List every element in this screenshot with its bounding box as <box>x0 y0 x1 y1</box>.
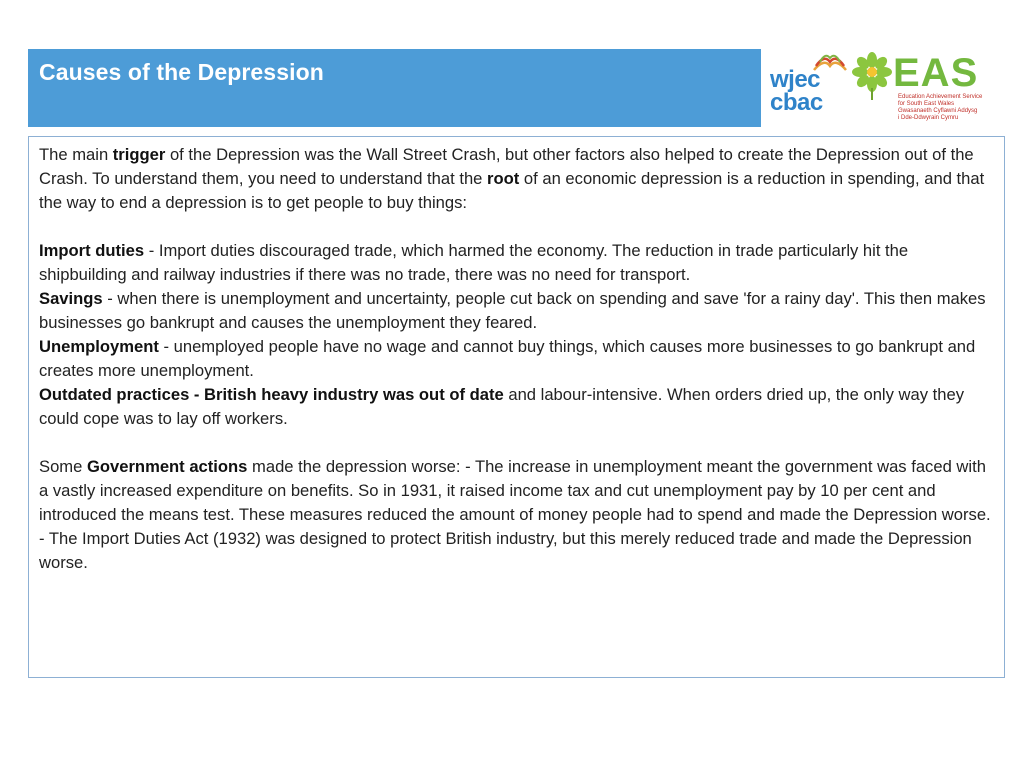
book-icon <box>810 50 850 74</box>
text-run: made the depression worse: - The increase in unemployment meant the government was faced with a vastly increased expenditure on benefits. So in 1931, it raised income tax and cut unemployment pay by 10 per cent and introduced the means test. These measures reduced the amount of money people had to spend and made the Depression worse. - The Import Duties Act (1932) was designed to protect British industry, but this merely reduced trade and made the Depression worse. <box>39 457 991 572</box>
heading-unemployment: Unemployment <box>39 337 159 356</box>
paragraph-gap <box>39 215 999 239</box>
text-run: of an economic depression is a reduction in spending, and that the way to end a depression is to get people to buy things: <box>39 169 985 212</box>
text-run: - Import duties discouraged trade, which harmed the economy. The reduction in trade particularly hit the shipbuilding and railway industries if there was no trade, there was no need for transport. <box>39 241 909 284</box>
wjec-cbac-logo <box>770 68 823 114</box>
text-run: Some <box>39 457 87 476</box>
keyword-root: root <box>487 169 520 188</box>
text-run: The main <box>39 145 113 164</box>
eas-sub-line: for South East Wales <box>898 101 955 107</box>
heading-government-actions: Government actions <box>86 457 248 476</box>
savings-paragraph <box>39 287 999 335</box>
text-run: of the Depression was the Wall Street Crash, but other factors also helped to create the Depression out of the Crash. To understand them, you need to understand that the <box>39 145 974 188</box>
content-box <box>28 136 1005 678</box>
text-run: - when there is unemployment and uncertainty, people cut back on spending and save 'for a rainy day'. This then makes businesses go bankrupt and causes the unemployment they feared. <box>39 289 986 332</box>
keyword-trigger: trigger <box>112 145 166 164</box>
eas-logo: EAS <box>893 51 979 95</box>
text-run: - unemployed people have no wage and cannot buy things, which causes more businesses to go bankrupt and creates more unemployment. <box>39 337 976 380</box>
import-duties-paragraph <box>39 239 999 287</box>
content-text <box>39 143 999 575</box>
wjec-logo-line1: wjec <box>770 66 821 93</box>
outdated-practices-paragraph <box>39 383 999 431</box>
heading-outdated-practices: Outdated practices - British heavy industry was out of date <box>39 385 504 404</box>
heading-import-duties: Import duties <box>39 241 145 260</box>
flower-star-icon <box>852 52 892 102</box>
logo-area <box>770 50 1010 130</box>
government-actions-paragraph <box>39 455 999 575</box>
paragraph-gap <box>39 431 999 455</box>
slide-title: Causes of the Depression <box>39 59 324 85</box>
text-run: and labour-intensive. When orders dried up, the only way they could cope was to lay off workers. <box>39 385 965 428</box>
eas-logo-subtitle <box>898 94 982 122</box>
eas-sub-line: Gwasanaeth Cyflawni Addysg <box>898 108 978 114</box>
title-bar <box>28 49 761 127</box>
intro-paragraph <box>39 143 999 215</box>
heading-savings: Savings <box>39 289 103 308</box>
eas-sub-line: Education Achievement Service <box>898 94 983 100</box>
eas-sub-line: i Dde-Ddwyrain Cymru <box>898 115 959 121</box>
wjec-logo-line2: cbac <box>770 89 823 116</box>
unemployment-paragraph <box>39 335 999 383</box>
